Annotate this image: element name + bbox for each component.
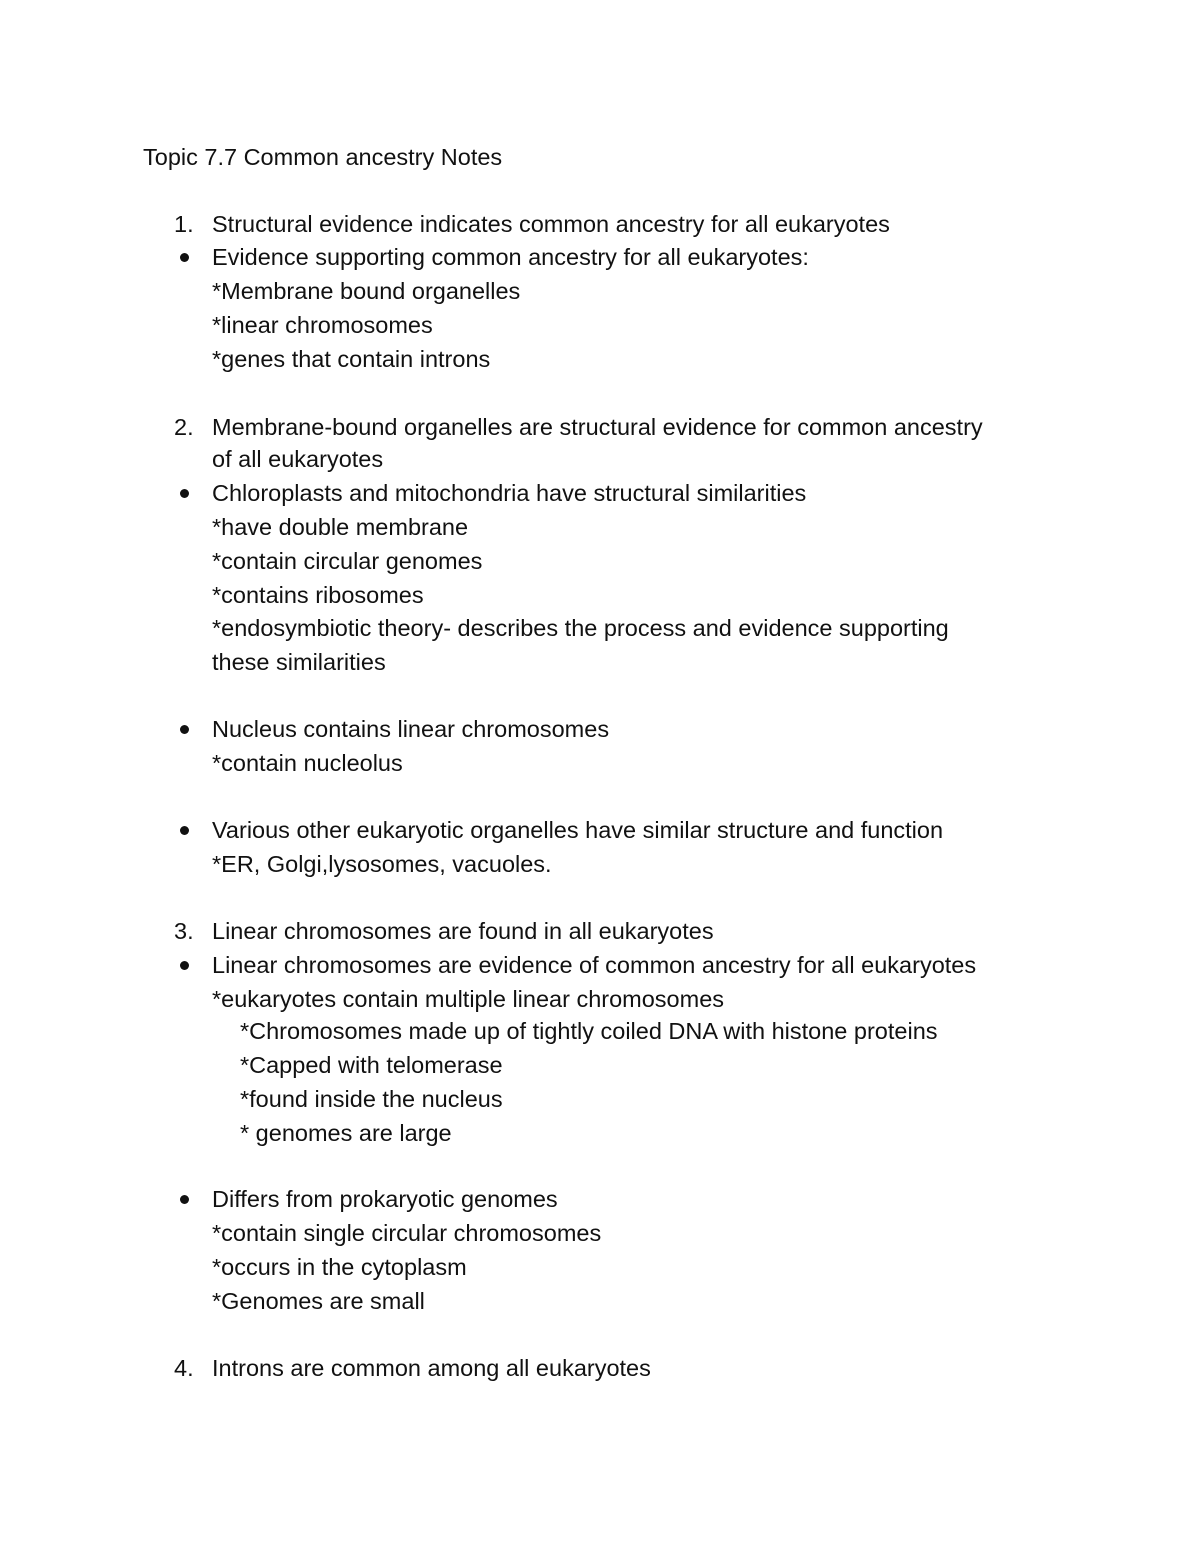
bullet-icon [180,961,189,970]
section-4-heading: Introns are common among all eukaryotes [212,1355,651,1381]
list-item: *endosymbiotic theory- describes the process and evidence supporting [212,615,949,641]
bullet-icon [180,826,189,835]
list-number-4: 4. [174,1355,194,1381]
list-item: *linear chromosomes [212,312,433,338]
bullet-icon [180,489,189,498]
list-number-2: 2. [174,414,194,440]
list-item: *contain nucleolus [212,750,403,776]
bullet-icon [180,253,189,262]
section-3-heading: Linear chromosomes are found in all eukaryotes [212,918,714,944]
list-item: *contain single circular chromosomes [212,1220,602,1246]
section-2-bullet-1: Chloroplasts and mitochondria have structural similarities [212,480,807,506]
list-item: *contains ribosomes [212,582,424,608]
section-2-heading: Membrane-bound organelles are structural evidence for common ancestry [212,414,983,440]
section-2-bullet-2: Nucleus contains linear chromosomes [212,716,610,742]
list-number-1: 1. [174,211,194,237]
list-item: *genes that contain introns [212,346,491,372]
list-item: *Genomes are small [212,1288,425,1314]
page-title: Topic 7.7 Common ancestry Notes [143,144,503,170]
list-item: *ER, Golgi,lysosomes, vacuoles. [212,851,552,877]
section-1-heading: Structural evidence indicates common ancestry for all eukaryotes [212,211,890,237]
list-item: *occurs in the cytoplasm [212,1254,467,1280]
list-item: *Membrane bound organelles [212,278,521,304]
list-item: *Capped with telomerase [240,1052,503,1078]
bullet-icon [180,1195,189,1204]
list-item: *have double membrane [212,514,469,540]
bullet-icon [180,725,189,734]
list-item: *contain circular genomes [212,548,483,574]
section-2-bullet-3: Various other eukaryotic organelles have similar structure and function [212,817,944,843]
list-item: * genomes are large [240,1120,452,1146]
section-3-bullet-2: Differs from prokaryotic genomes [212,1186,558,1212]
list-item: *eukaryotes contain multiple linear chromosomes [212,986,725,1012]
list-item: these similarities [212,649,386,675]
section-2-heading-cont: of all eukaryotes [212,446,384,472]
list-item: *Chromosomes made up of tightly coiled DNA with histone proteins [240,1018,938,1044]
section-1-bullet-1: Evidence supporting common ancestry for all eukaryotes: [212,244,809,270]
section-3-bullet-1: Linear chromosomes are evidence of common ancestry for all eukaryotes [212,952,977,978]
list-item: *found inside the nucleus [240,1086,503,1112]
list-number-3: 3. [174,918,194,944]
